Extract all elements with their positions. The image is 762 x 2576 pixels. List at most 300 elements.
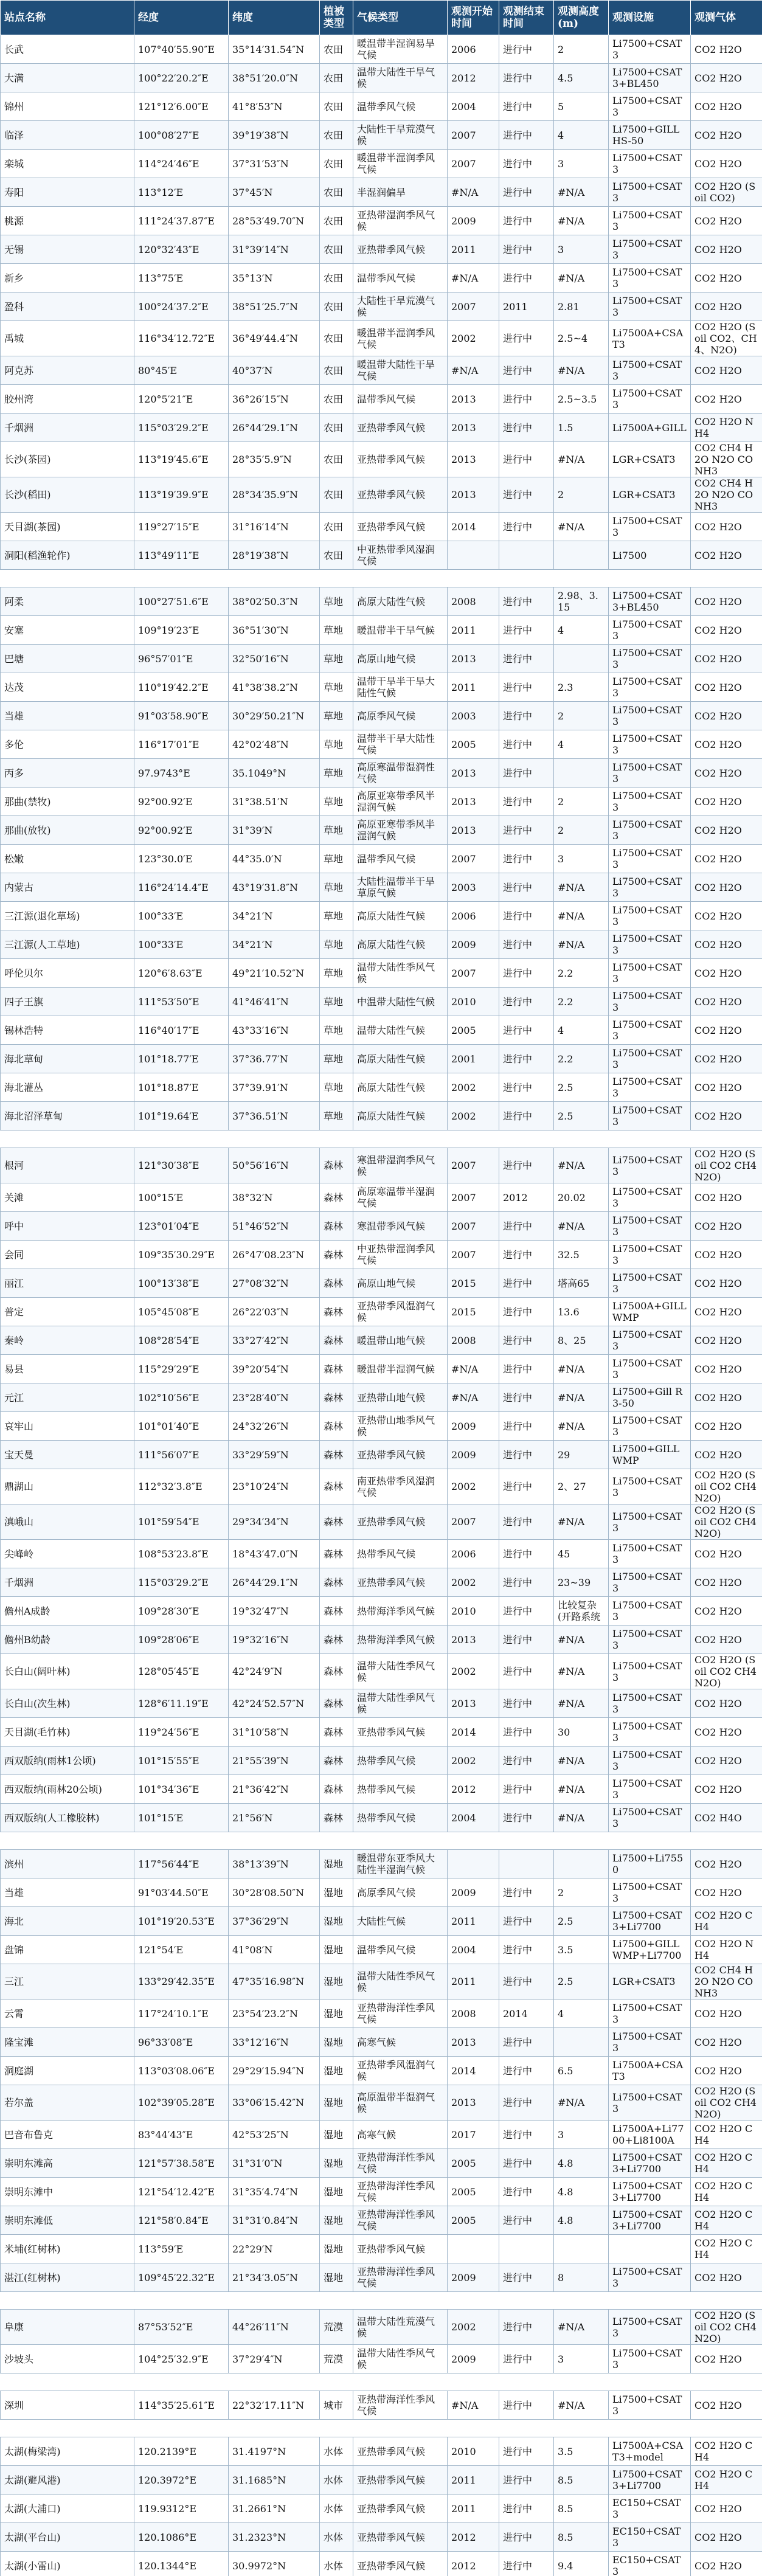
cell-climate-type: 高原大陆性气候 <box>353 587 448 616</box>
cell-facility: Li7500+CSAT3 <box>609 1775 691 1804</box>
group-separator-row <box>1 2292 762 2310</box>
cell-longitude: 119.9312°E <box>134 2495 229 2523</box>
cell-latitude: 31.2661°N <box>229 2495 320 2523</box>
cell-facility: Li7500+CSAT3 <box>609 1355 691 1383</box>
cell-latitude: 21°55′39″N <box>229 1747 320 1775</box>
cell-vegetation-type: 森林 <box>320 1212 353 1241</box>
cell-latitude: 19°32′47″N <box>229 1597 320 1626</box>
cell-gas: CO2 H2O (Soil CO2) <box>691 178 762 207</box>
cell-height <box>554 2235 609 2263</box>
cell-vegetation-type: 草地 <box>320 1045 353 1073</box>
cell-station-name: 云霄 <box>1 2000 134 2028</box>
cell-station-name: 洞庭湖 <box>1 2057 134 2085</box>
cell-latitude: 43°19′31.8″N <box>229 873 320 902</box>
cell-height: 8.5 <box>554 2495 609 2523</box>
cell-end-time: 进行中 <box>499 1469 554 1504</box>
cell-station-name: 内蒙古 <box>1 873 134 902</box>
cell-start-time <box>448 541 499 570</box>
cell-start-time: 2009 <box>448 2263 499 2292</box>
table-row <box>1 414 762 442</box>
cell-end-time: 进行中 <box>499 702 554 730</box>
cell-station-name: 海北 <box>1 1907 134 1936</box>
cell-gas: CO2 H2O CH4 <box>691 2437 762 2466</box>
cell-end-time: 进行中 <box>499 513 554 541</box>
cell-vegetation-type: 湿地 <box>320 2235 353 2263</box>
cell-height: #N/A <box>554 2085 609 2121</box>
cell-longitude: 113°03′08.06″E <box>134 2057 229 2085</box>
cell-longitude: 113°19′45.6″E <box>134 442 229 477</box>
cell-latitude: 23°28′40″N <box>229 1383 320 1412</box>
group-separator-row <box>1 1832 762 1850</box>
cell-vegetation-type: 草地 <box>320 702 353 730</box>
cell-facility: LGR+CSAT3 <box>609 442 691 477</box>
table-row <box>1 930 762 959</box>
cell-height: 2.5~3.5 <box>554 385 609 414</box>
cell-end-time: 进行中 <box>499 616 554 645</box>
cell-end-time: 进行中 <box>499 1568 554 1597</box>
cell-height: #N/A <box>554 1355 609 1383</box>
cell-start-time: 2012 <box>448 1775 499 1804</box>
cell-facility: Li7500+CSAT3 <box>609 1878 691 1907</box>
cell-longitude: 116°17′01″E <box>134 730 229 759</box>
cell-latitude: 30.9972°N <box>229 2552 320 2576</box>
cell-longitude: 121°58′0.84″E <box>134 2206 229 2235</box>
cell-latitude: 31°16′14″N <box>229 513 320 541</box>
cell-station-name: 崇明东滩中 <box>1 2178 134 2206</box>
table-row <box>1 788 762 816</box>
cell-height: 塔高65 <box>554 1269 609 1298</box>
header-start-time: 观测开始时间 <box>448 1 499 35</box>
cell-facility: Li7500+GILL WMP <box>609 1441 691 1469</box>
table-row <box>1 2263 762 2292</box>
cell-longitude: 101°19.64′E <box>134 1102 229 1130</box>
cell-latitude: 38°13′39″N <box>229 1850 320 1878</box>
cell-station-name: 丙多 <box>1 759 134 788</box>
cell-end-time: 进行中 <box>499 988 554 1016</box>
cell-start-time: 2004 <box>448 92 499 121</box>
header-vegetation-type: 植被类型 <box>320 1 353 35</box>
cell-climate-type: 高原寒温带湿润性气候 <box>353 759 448 788</box>
cell-vegetation-type: 森林 <box>320 1183 353 1212</box>
cell-station-name: 那曲(放牧) <box>1 816 134 845</box>
cell-gas: CO2 H2O <box>691 788 762 816</box>
cell-gas: CO2 H2O <box>691 1878 762 1907</box>
cell-end-time: 进行中 <box>499 1212 554 1241</box>
cell-height: 2 <box>554 35 609 64</box>
cell-latitude: 38°51′20.0″N <box>229 64 320 92</box>
cell-end-time <box>499 1850 554 1878</box>
cell-start-time: 2013 <box>448 645 499 673</box>
cell-longitude: 83°44′43″E <box>134 2121 229 2149</box>
cell-latitude: 28°34′35.9″N <box>229 477 320 513</box>
cell-gas: CO2 H2O <box>691 2028 762 2057</box>
cell-start-time: 2011 <box>448 1964 499 2000</box>
cell-climate-type: 中亚热带季风湿润气候 <box>353 541 448 570</box>
cell-latitude: 28°19′38″N <box>229 541 320 570</box>
cell-vegetation-type: 森林 <box>320 1383 353 1412</box>
cell-climate-type: 高原大陆性气候 <box>353 930 448 959</box>
cell-vegetation-type: 森林 <box>320 1804 353 1832</box>
header-latitude: 纬度 <box>229 1 320 35</box>
cell-vegetation-type: 草地 <box>320 1073 353 1102</box>
cell-climate-type: 亚热带海洋性季风气候 <box>353 2206 448 2235</box>
cell-gas: CO2 H2O <box>691 1850 762 1878</box>
cell-station-name: 隆宝滩 <box>1 2028 134 2057</box>
cell-latitude: 31.1685°N <box>229 2466 320 2495</box>
cell-latitude: 41°8′53″N <box>229 92 320 121</box>
cell-height: 30 <box>554 1718 609 1747</box>
cell-end-time: 进行中 <box>499 1540 554 1568</box>
cell-height: 23~39 <box>554 1568 609 1597</box>
cell-vegetation-type: 农田 <box>320 35 353 64</box>
cell-gas: CO2 H2O (Soil CO2 CH4 N2O) <box>691 1148 762 1183</box>
cell-height: 2.81 <box>554 293 609 321</box>
cell-end-time: 进行中 <box>499 1148 554 1183</box>
cell-climate-type: 大陆性干旱荒漠气候 <box>353 293 448 321</box>
cell-latitude: 37°31′53″N <box>229 150 320 178</box>
cell-climate-type: 亚热带季风气候 <box>353 1441 448 1469</box>
cell-longitude: 110°19′42.2″E <box>134 673 229 702</box>
cell-start-time: 2009 <box>448 2345 499 2373</box>
cell-start-time: 2006 <box>448 902 499 930</box>
cell-climate-type: 暖温带半湿润气候 <box>353 1355 448 1383</box>
cell-station-name: 深圳 <box>1 2391 134 2420</box>
cell-climate-type: 高寒气候 <box>353 2121 448 2149</box>
cell-latitude: 33°06′15.42″N <box>229 2085 320 2121</box>
cell-longitude: 100°15′E <box>134 1183 229 1212</box>
cell-vegetation-type: 湿地 <box>320 2028 353 2057</box>
cell-gas: CO2 H2O (Soil CO2 CH4 N2O) <box>691 1654 762 1689</box>
cell-longitude: 109°28′06″E <box>134 1626 229 1654</box>
cell-vegetation-type: 农田 <box>320 321 353 356</box>
cell-start-time: 2002 <box>448 1469 499 1504</box>
cell-longitude: 113°19′39.9″E <box>134 477 229 513</box>
cell-vegetation-type: 草地 <box>320 587 353 616</box>
cell-vegetation-type: 水体 <box>320 2523 353 2552</box>
cell-facility: Li7500+CSAT3 <box>609 1412 691 1441</box>
cell-station-name: 当雄 <box>1 1878 134 1907</box>
cell-vegetation-type: 草地 <box>320 988 353 1016</box>
cell-height: 2.5 <box>554 1073 609 1102</box>
cell-vegetation-type: 农田 <box>320 235 353 264</box>
cell-climate-type: 亚热带季风气候 <box>353 414 448 442</box>
cell-latitude: 40°37′N <box>229 356 320 385</box>
cell-station-name: 易县 <box>1 1355 134 1383</box>
cell-height: 1.5 <box>554 414 609 442</box>
cell-gas: CO2 H2O (Soil CO2、CH4、N2O) <box>691 321 762 356</box>
cell-height: #N/A <box>554 178 609 207</box>
header-gas: 观测气体 <box>691 1 762 35</box>
cell-longitude: 101°01′40″E <box>134 1412 229 1441</box>
table-row <box>1 1964 762 2000</box>
cell-vegetation-type: 草地 <box>320 759 353 788</box>
cell-station-name: 若尔盖 <box>1 2085 134 2121</box>
cell-gas: CO2 H2O <box>691 902 762 930</box>
cell-start-time: 2007 <box>448 121 499 150</box>
cell-station-name: 松嫩 <box>1 845 134 873</box>
cell-end-time: 进行中 <box>499 1383 554 1412</box>
cell-facility: Li7500+CSAT3 <box>609 293 691 321</box>
cell-height: #N/A <box>554 1626 609 1654</box>
cell-station-name: 长武 <box>1 35 134 64</box>
cell-vegetation-type: 农田 <box>320 64 353 92</box>
cell-end-time: 进行中 <box>499 930 554 959</box>
cell-latitude: 49°21′10.52″N <box>229 959 320 988</box>
cell-latitude: 36°49′44.4″N <box>229 321 320 356</box>
cell-longitude: 100°27′51.6″E <box>134 587 229 616</box>
table-row <box>1 587 762 616</box>
cell-station-name: 滨州 <box>1 1850 134 1878</box>
cell-end-time: 进行中 <box>499 1298 554 1326</box>
cell-longitude: 109°28′30″E <box>134 1597 229 1626</box>
cell-end-time: 进行中 <box>499 2495 554 2523</box>
cell-climate-type: 温带大陆性季风气候 <box>353 1964 448 2000</box>
cell-height: 4.8 <box>554 2178 609 2206</box>
cell-station-name: 那曲(禁牧) <box>1 788 134 816</box>
table-row <box>1 2310 762 2345</box>
cell-vegetation-type: 城市 <box>320 2391 353 2420</box>
cell-station-name: 临泽 <box>1 121 134 150</box>
table-row <box>1 1504 762 1540</box>
cell-vegetation-type: 草地 <box>320 730 353 759</box>
cell-facility: Li7500+CSAT3 <box>609 1212 691 1241</box>
cell-start-time: 2011 <box>448 616 499 645</box>
cell-start-time: 2007 <box>448 1241 499 1269</box>
cell-longitude: 108°53′23.8″E <box>134 1540 229 1568</box>
cell-station-name: 桃源 <box>1 207 134 235</box>
cell-gas: CO2 H2O CH4 <box>691 2466 762 2495</box>
cell-climate-type: 亚热带季风气候 <box>353 513 448 541</box>
cell-station-name: 会同 <box>1 1241 134 1269</box>
cell-latitude: 36°51′30″N <box>229 616 320 645</box>
cell-latitude: 21°56′N <box>229 1804 320 1832</box>
cell-gas: CO2 H2O <box>691 1775 762 1804</box>
cell-climate-type: 半湿润偏旱 <box>353 178 448 207</box>
cell-start-time: 2013 <box>448 2028 499 2057</box>
table-row <box>1 1183 762 1212</box>
cell-vegetation-type: 草地 <box>320 788 353 816</box>
cell-height: 2.2 <box>554 988 609 1016</box>
table-row <box>1 64 762 92</box>
cell-start-time: 2013 <box>448 2085 499 2121</box>
cell-climate-type: 高原寒温带半湿润气候 <box>353 1183 448 1212</box>
cell-facility: Li7500+GILL HS-50 <box>609 121 691 150</box>
cell-gas: CO2 H2O CH4 <box>691 1907 762 1936</box>
cell-climate-type: 温带季风气候 <box>353 845 448 873</box>
cell-gas: CO2 H2O <box>691 873 762 902</box>
header-climate-type: 气候类型 <box>353 1 448 35</box>
cell-vegetation-type: 森林 <box>320 1269 353 1298</box>
cell-vegetation-type: 森林 <box>320 1626 353 1654</box>
cell-height <box>554 2028 609 2057</box>
cell-station-name: 当雄 <box>1 702 134 730</box>
cell-gas: CO2 H2O <box>691 541 762 570</box>
cell-start-time: 2007 <box>448 293 499 321</box>
cell-gas: CO2 H2O <box>691 988 762 1016</box>
cell-gas: CO2 H2O <box>691 1016 762 1045</box>
cell-facility: Li7500+CSAT3 <box>609 2000 691 2028</box>
cell-latitude: 31°39′14″N <box>229 235 320 264</box>
table-row <box>1 235 762 264</box>
cell-start-time <box>448 2235 499 2263</box>
cell-start-time: 2009 <box>448 1878 499 1907</box>
cell-gas: CO2 H2O <box>691 730 762 759</box>
cell-facility: EC150+CSAT3 <box>609 2495 691 2523</box>
table-row <box>1 477 762 513</box>
cell-facility: Li7500+CSAT3 <box>609 1148 691 1183</box>
cell-latitude: 30°28′08.50″N <box>229 1878 320 1907</box>
cell-station-name: 三江 <box>1 1964 134 2000</box>
cell-station-name: 海北灌丛 <box>1 1073 134 1102</box>
cell-gas: CO2 H2O <box>691 293 762 321</box>
cell-vegetation-type: 农田 <box>320 264 353 293</box>
cell-latitude: 31.2323°N <box>229 2523 320 2552</box>
cell-latitude: 26°47′08.23″N <box>229 1241 320 1269</box>
cell-station-name: 哀牢山 <box>1 1412 134 1441</box>
cell-climate-type: 亚热带季风气候 <box>353 2523 448 2552</box>
cell-vegetation-type: 水体 <box>320 2466 353 2495</box>
cell-gas: CO2 H2O <box>691 1183 762 1212</box>
cell-gas: CO2 H2O <box>691 1241 762 1269</box>
cell-facility: Li7500+CSAT3 <box>609 788 691 816</box>
cell-gas: CO2 H2O <box>691 616 762 645</box>
cell-start-time: 2014 <box>448 2057 499 2085</box>
cell-vegetation-type: 农田 <box>320 92 353 121</box>
cell-climate-type: 高原山地气候 <box>353 1269 448 1298</box>
cell-climate-type: 亚热带季风气候 <box>353 442 448 477</box>
cell-start-time: 2005 <box>448 2149 499 2178</box>
cell-gas: CO2 H2O <box>691 2495 762 2523</box>
group-separator-row <box>1 2373 762 2391</box>
cell-start-time: 2012 <box>448 64 499 92</box>
cell-facility: Li7500+CSAT3 <box>609 1626 691 1654</box>
cell-vegetation-type: 森林 <box>320 1654 353 1689</box>
cell-gas: CO2 H2O <box>691 702 762 730</box>
cell-facility: Li7500+CSAT3 <box>609 207 691 235</box>
cell-facility: Li7500+CSAT3 <box>609 1326 691 1355</box>
cell-start-time: 2007 <box>448 1148 499 1183</box>
cell-vegetation-type: 湿地 <box>320 2263 353 2292</box>
cell-station-name: 太湖(平台山) <box>1 2523 134 2552</box>
cell-facility: Li7500+CSAT3 <box>609 730 691 759</box>
cell-climate-type: 暖温带半湿润季风气候 <box>353 321 448 356</box>
cell-station-name: 长沙(稻田) <box>1 477 134 513</box>
cell-latitude: 26°44′29.1″N <box>229 1568 320 1597</box>
cell-station-name: 长白山(阔叶林) <box>1 1654 134 1689</box>
cell-gas: CO2 H2O <box>691 2391 762 2420</box>
cell-longitude: 121°12′6.00″E <box>134 92 229 121</box>
cell-station-name: 锦州 <box>1 92 134 121</box>
cell-station-name: 沙坡头 <box>1 2345 134 2373</box>
cell-end-time: 进行中 <box>499 1016 554 1045</box>
cell-height: 2.2 <box>554 959 609 988</box>
cell-facility: Li7500+CSAT3 <box>609 930 691 959</box>
table-row <box>1 1654 762 1689</box>
cell-start-time: 2008 <box>448 1326 499 1355</box>
cell-facility: Li7500+CSAT3 <box>609 759 691 788</box>
cell-start-time: 2006 <box>448 1540 499 1568</box>
cell-vegetation-type: 荒漠 <box>320 2310 353 2345</box>
cell-start-time: 2009 <box>448 930 499 959</box>
cell-longitude: 102°39′05.28″E <box>134 2085 229 2121</box>
cell-longitude: 120°32′43″E <box>134 235 229 264</box>
table-row <box>1 121 762 150</box>
table-row <box>1 1626 762 1654</box>
cell-end-time: 进行中 <box>499 2178 554 2206</box>
group-separator <box>1 1130 762 1148</box>
cell-start-time: 2002 <box>448 321 499 356</box>
cell-height: #N/A <box>554 902 609 930</box>
cell-end-time: 进行中 <box>499 35 554 64</box>
cell-facility: Li7500+CSAT3 <box>609 988 691 1016</box>
cell-longitude: 113°59′E <box>134 2235 229 2263</box>
cell-climate-type: 亚热带海洋性季风气候 <box>353 2178 448 2206</box>
cell-longitude: 119°27′15″E <box>134 513 229 541</box>
cell-longitude: 107°40′55.90″E <box>134 35 229 64</box>
cell-latitude: 41°46′41″N <box>229 988 320 1016</box>
cell-facility: Li7500A+GILL WMP <box>609 1298 691 1326</box>
table-row <box>1 1441 762 1469</box>
cell-facility: Li7500+CSAT3 <box>609 1045 691 1073</box>
cell-station-name: 禹城 <box>1 321 134 356</box>
cell-height: 8 <box>554 2263 609 2292</box>
cell-end-time: 进行中 <box>499 477 554 513</box>
cell-end-time: 进行中 <box>499 2391 554 2420</box>
cell-climate-type: 亚热带季风气候 <box>353 2466 448 2495</box>
cell-facility: EC150+CSAT3 <box>609 2523 691 2552</box>
cell-vegetation-type: 农田 <box>320 121 353 150</box>
cell-climate-type: 高原季风气候 <box>353 1878 448 1907</box>
cell-start-time: 2013 <box>448 1689 499 1718</box>
cell-station-name: 西双版纳(雨林20公顷) <box>1 1775 134 1804</box>
cell-facility: Li7500+CSAT3 <box>609 2391 691 2420</box>
cell-latitude: 28°53′49.70″N <box>229 207 320 235</box>
cell-facility: Li7500+CSAT3 <box>609 1241 691 1269</box>
cell-facility: Li7500+CSAT3+Li7700 <box>609 2466 691 2495</box>
cell-longitude: 96°57′01″E <box>134 645 229 673</box>
cell-longitude: 109°45′22.32″E <box>134 2263 229 2292</box>
cell-end-time: 进行中 <box>499 2523 554 2552</box>
cell-facility: Li7500A+Li7700+Li8100A <box>609 2121 691 2149</box>
cell-vegetation-type: 湿地 <box>320 2149 353 2178</box>
table-row <box>1 730 762 759</box>
cell-height: 3 <box>554 150 609 178</box>
cell-end-time: 进行中 <box>499 121 554 150</box>
cell-latitude: 43°33′16″N <box>229 1016 320 1045</box>
cell-climate-type: 中温带大陆性气候 <box>353 988 448 1016</box>
cell-end-time: 进行中 <box>499 1878 554 1907</box>
cell-end-time: 2014 <box>499 2000 554 2028</box>
cell-height: #N/A <box>554 1654 609 1689</box>
cell-end-time: 进行中 <box>499 1355 554 1383</box>
cell-facility: Li7500+CSAT3 <box>609 2263 691 2292</box>
cell-end-time: 进行中 <box>499 1241 554 1269</box>
cell-end-time: 进行中 <box>499 2345 554 2373</box>
cell-station-name: 普定 <box>1 1298 134 1326</box>
cell-facility <box>609 2235 691 2263</box>
cell-gas: CO2 H2O <box>691 959 762 988</box>
cell-start-time: 2013 <box>448 477 499 513</box>
cell-facility: Li7500+CSAT3+Li7700 <box>609 2206 691 2235</box>
cell-start-time: 2003 <box>448 873 499 902</box>
cell-end-time: 进行中 <box>499 587 554 616</box>
table-row <box>1 264 762 293</box>
cell-station-name: 海北沼泽草甸 <box>1 1102 134 1130</box>
cell-facility: Li7500+CSAT3 <box>609 2085 691 2121</box>
cell-longitude: 101°34′36″E <box>134 1775 229 1804</box>
cell-gas: CO2 H2O <box>691 92 762 121</box>
cell-start-time: 2010 <box>448 988 499 1016</box>
